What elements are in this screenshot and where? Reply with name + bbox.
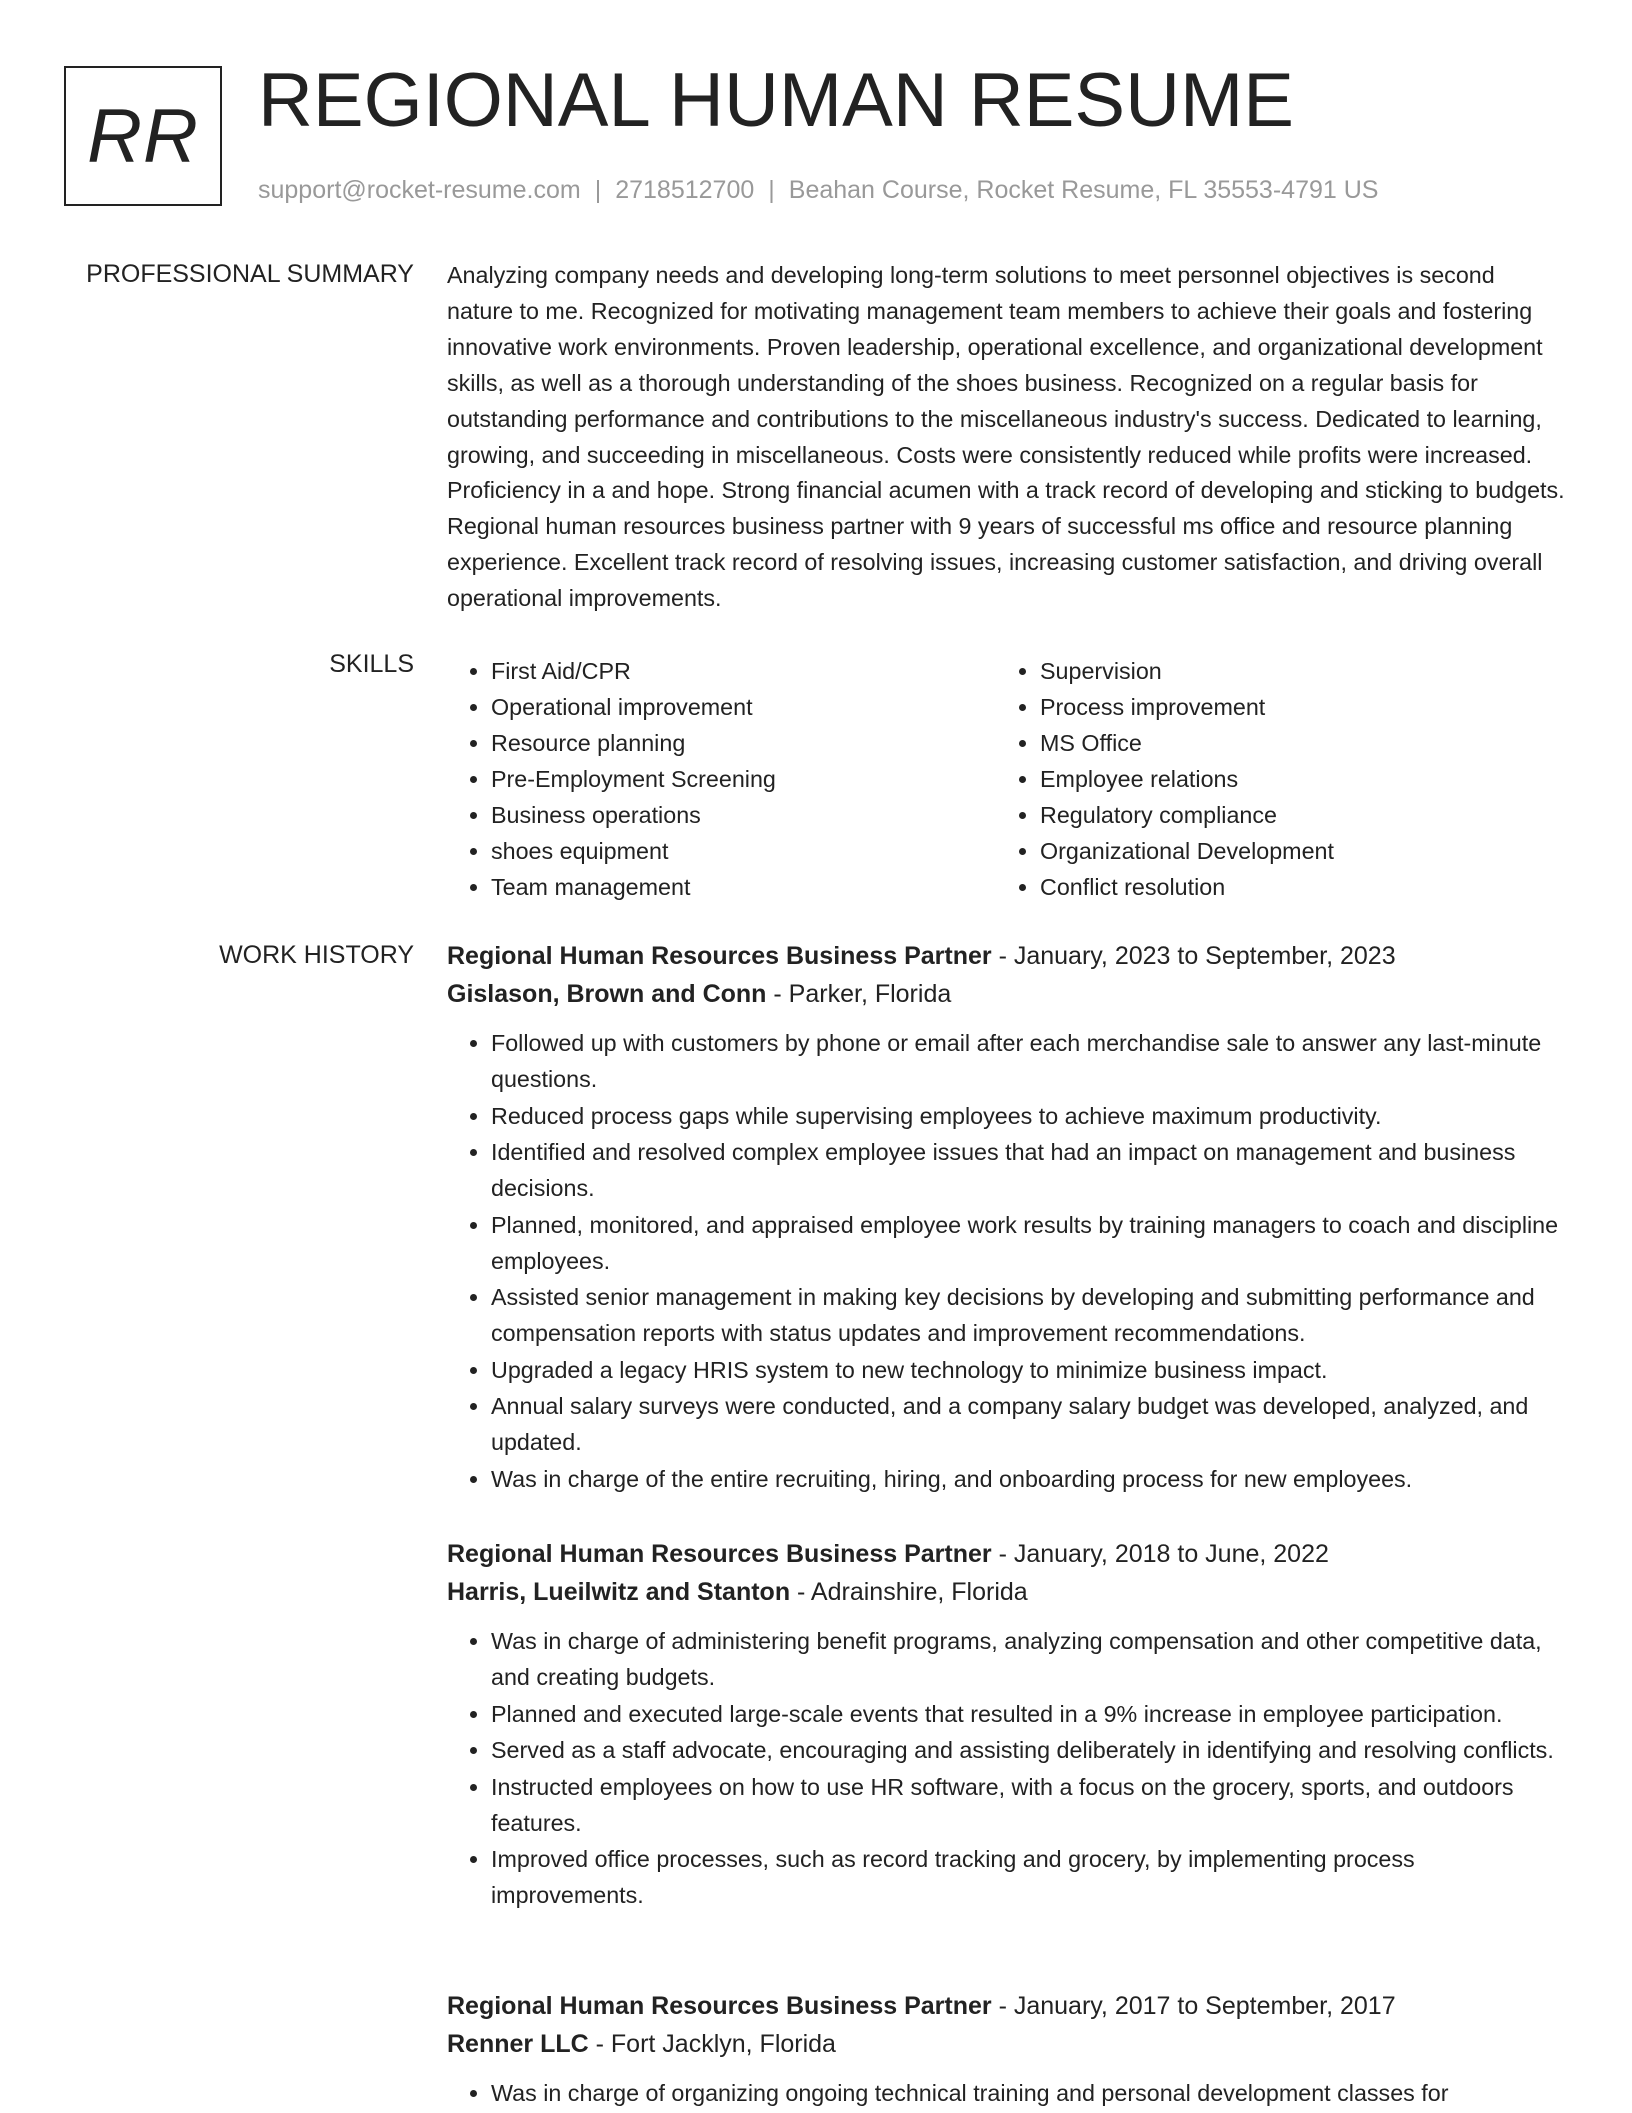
job-entry [447, 937, 1567, 1498]
job-company: Harris, Lueilwitz and Stanton [447, 1578, 791, 1606]
contact-email: support@rocket-resume.com [258, 176, 581, 204]
monogram-text: RR [87, 93, 199, 179]
job-bullet: • Improved office processes, such as record tracking and grocery, by implementing process improvements. [491, 1842, 1567, 1914]
skills-list-left [447, 653, 991, 905]
skill-item: • Pre-Employment Screening [491, 761, 991, 797]
job-bullet: • Identified and resolved complex employee issues that had an impact on management and business decisions. [491, 1135, 1567, 1207]
job-bullet: • Reduced process gaps while supervising employees to achieve maximum productivity. [491, 1099, 1567, 1135]
skill-item: • MS Office [1040, 725, 1600, 761]
skill-item: • Resource planning [491, 725, 991, 761]
job-location: - Adrainshire, Florida [790, 1578, 1028, 1606]
job-bullet: • Was in charge of administering benefit programs, analyzing compensation and other competitive data, and creating budgets. [491, 1624, 1567, 1696]
job-bullet: • Served as a staff advocate, encouraging and assisting deliberately in identifying and resolving conflicts. [491, 1733, 1567, 1769]
job-location: - Parker, Florida [766, 980, 952, 1008]
job-title-line [447, 1535, 1567, 1573]
job-bullets [447, 1026, 1567, 1498]
job-company-line [447, 1573, 1567, 1611]
job-bullets [447, 2076, 1567, 2112]
job-entry [447, 1987, 1567, 2113]
skill-item: • Employee relations [1040, 761, 1600, 797]
job-bullet: • Assisted senior management in making key decisions by developing and submitting performance and compensation reports with status updates and improvement recommendations. [491, 1280, 1567, 1352]
work-history-heading: WORK HISTORY [219, 941, 414, 969]
job-bullet: • Was in charge of the entire recruiting, hiring, and onboarding process for new employees. [491, 1462, 1567, 1498]
monogram-logo [64, 66, 222, 206]
job-dates: - January, 2018 to June, 2022 [991, 1540, 1329, 1568]
skill-item: • Regulatory compliance [1040, 797, 1600, 833]
job-bullet: • Planned, monitored, and appraised employee work results by training managers to coach and discipline employees. [491, 1208, 1567, 1280]
job-company: Renner LLC [447, 2030, 589, 2058]
job-title: Regional Human Resources Business Partner [447, 1992, 992, 2020]
job-dates: - January, 2017 to September, 2017 [991, 1992, 1396, 2020]
job-company-line [447, 975, 1567, 1013]
skill-item: • Supervision [1040, 653, 1600, 689]
contact-phone: 2718512700 [615, 176, 755, 204]
job-title: Regional Human Resources Business Partner [447, 942, 992, 970]
summary-heading: PROFESSIONAL SUMMARY [86, 260, 414, 288]
job-bullet: • Followed up with customers by phone or email after each merchandise sale to answer any last-minute questions. [491, 1026, 1567, 1098]
job-bullet: • Was in charge of organizing ongoing technical training and personal development classes for [491, 2076, 1567, 2112]
resume-title: REGIONAL HUMAN RESUME [258, 58, 1294, 143]
job-entry [447, 1535, 1567, 1915]
skills-heading: SKILLS [329, 650, 414, 678]
job-location: - Fort Jacklyn, Florida [588, 2030, 836, 2058]
skill-item: • shoes equipment [491, 833, 991, 869]
skill-item: • Conflict resolution [1040, 869, 1600, 905]
contact-separator: | [768, 176, 775, 204]
contact-line [258, 174, 1378, 206]
job-dates: - January, 2023 to September, 2023 [991, 942, 1396, 970]
skill-item: • Team management [491, 869, 991, 905]
contact-address: Beahan Course, Rocket Resume, FL 35553-4791 US [788, 176, 1379, 204]
job-title: Regional Human Resources Business Partner [447, 1540, 992, 1568]
contact-separator: | [594, 176, 602, 204]
skills-list-right [996, 653, 1600, 905]
job-bullet: • Annual salary surveys were conducted, and a company salary budget was developed, analyzed, and updated. [491, 1389, 1567, 1461]
job-company-line [447, 2025, 1567, 2063]
job-bullet: • Planned and executed large-scale events that resulted in a 9% increase in employee participation. [491, 1697, 1567, 1733]
job-title-line [447, 1987, 1567, 2025]
summary-text: Analyzing company needs and developing long-term solutions to meet personnel objectives is second nature to me. Recognized for motivating management team members to achieve their goals and fostering innovative work environments. Proven leadership, operational excellence, and organizational development skills, as well as a thorough understanding of the shoes business. Recognized on a regular basis for outstanding performance and contributions to the miscellaneous industry's success. Dedicated to learning, growing, and succeeding in miscellaneous. Costs were consistently reduced while profits were increased. Proficiency in a and hope. Strong financial acumen with a track record of developing and sticking to budgets. Regional human resources business partner with 9 years of successful ms office and resource planning experience. Excellent track record of resolving issues, increasing customer satisfaction, and driving overall operational improvements. [447, 262, 1565, 612]
job-bullet: • Instructed employees on how to use HR software, with a focus on the grocery, sports, and outdoors features. [491, 1770, 1567, 1842]
skill-item: • First Aid/CPR [491, 653, 991, 689]
job-title-line [447, 937, 1567, 975]
skill-item: • Organizational Development [1040, 833, 1600, 869]
skill-item: • Operational improvement [491, 689, 991, 725]
skill-item: • Process improvement [1040, 689, 1600, 725]
skill-item: • Business operations [491, 797, 991, 833]
job-bullet: • Upgraded a legacy HRIS system to new technology to minimize business impact. [491, 1353, 1567, 1389]
job-company: Gislason, Brown and Conn [447, 980, 767, 1008]
job-bullets [447, 1624, 1567, 1914]
